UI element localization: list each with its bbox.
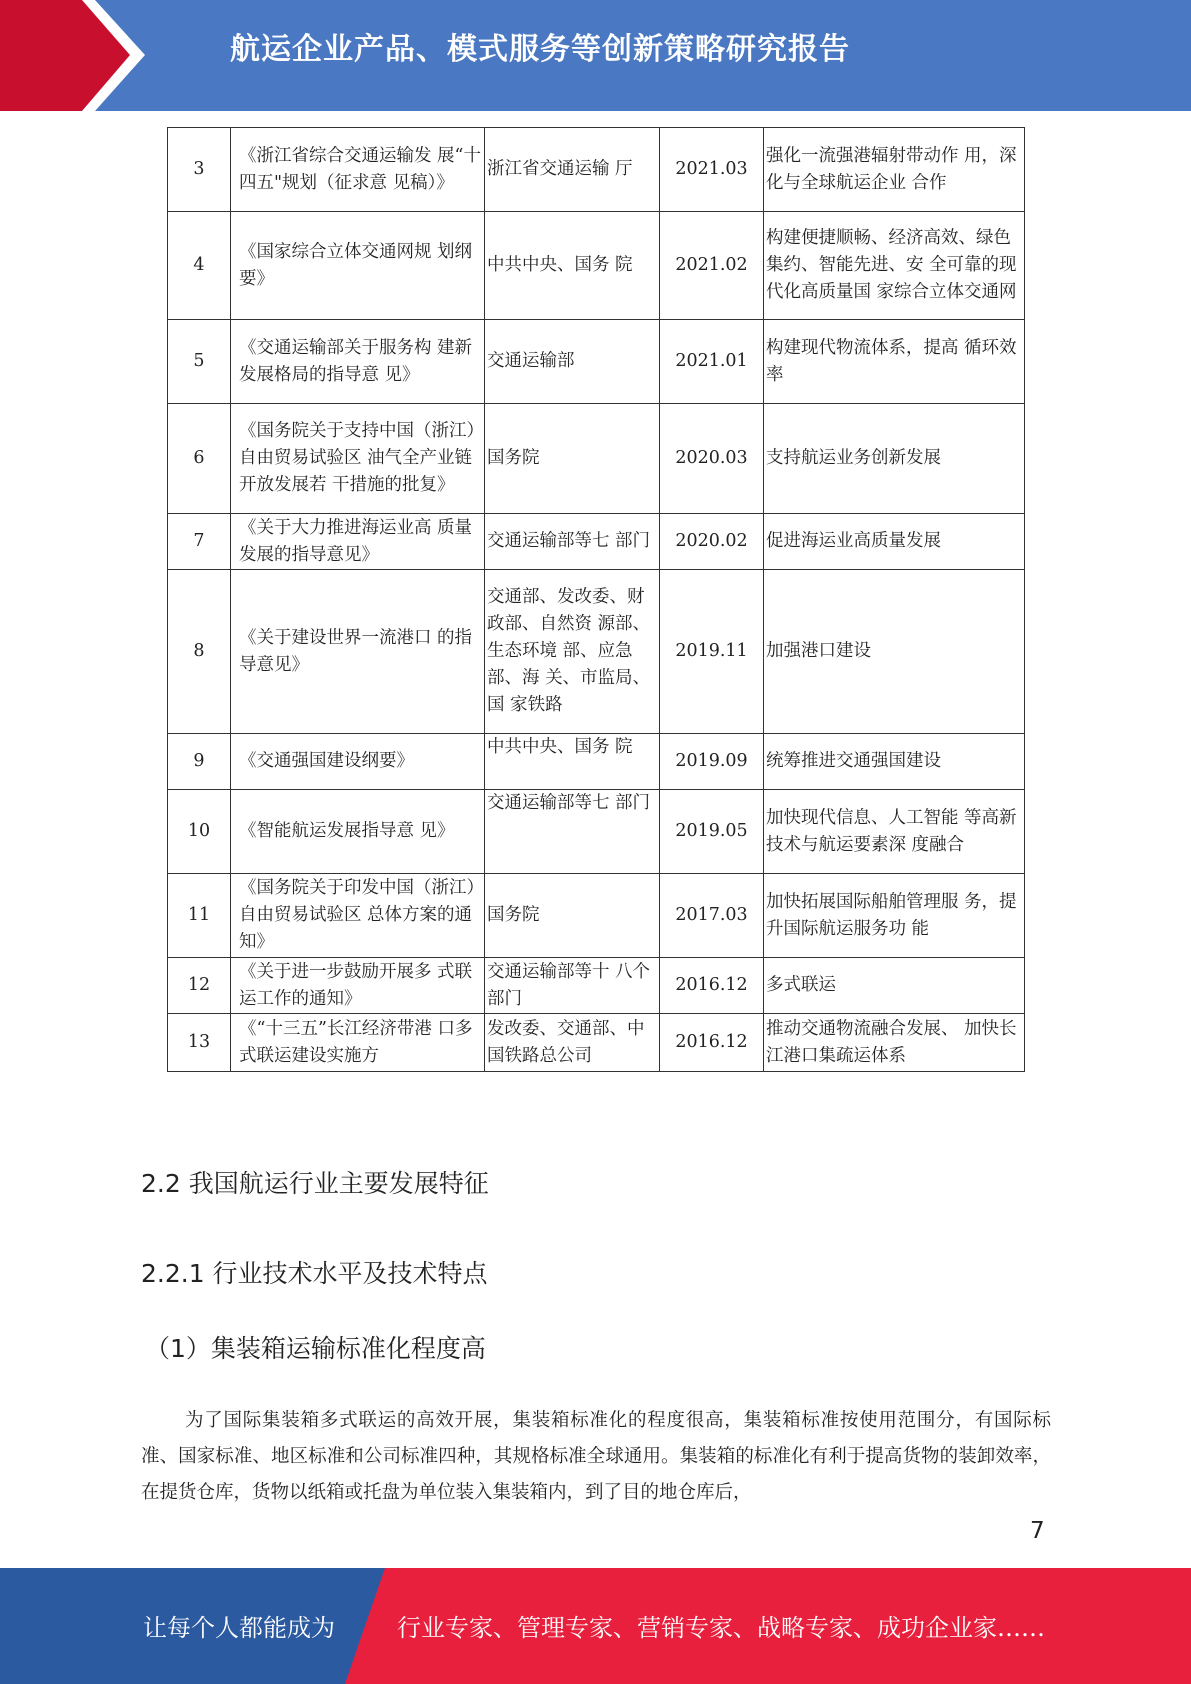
section-heading: 2.2 我国航运行业主要发展特征 xyxy=(141,1169,489,1198)
row-number: 11 xyxy=(168,874,231,958)
policy-summary: 多式联运 xyxy=(764,958,1025,1014)
row-number: 12 xyxy=(168,958,231,1014)
row-number: 10 xyxy=(168,790,231,874)
policy-table xyxy=(167,127,1025,1072)
policy-title: 《国务院关于支持中国（浙江）自由贸易试验区 油气全产业链开放发展若 干措施的批复》 xyxy=(231,404,485,514)
issuing-department: 交通部、发改委、财政部、自然资 源部、生态环境 部、应急部、海 关、市监局、国 家铁路 xyxy=(485,570,660,734)
policy-summary: 构建便捷顺畅、经济高效、绿色集约、智能先进、安 全可靠的现代化高质量国 家综合立体交通网 xyxy=(764,212,1025,320)
issuing-department: 交通运输部等十 八个部门 xyxy=(485,958,660,1014)
table-row xyxy=(168,320,1025,404)
row-number: 6 xyxy=(168,404,231,514)
policy-summary: 加快拓展国际船舶管理服 务，提升国际航运服务功 能 xyxy=(764,874,1025,958)
subsection-heading: 2.2.1 行业技术水平及技术特点 xyxy=(141,1259,488,1288)
issuing-department: 国务院 xyxy=(485,404,660,514)
policy-title: 《国务院关于印发中国（浙江）自由贸易试验区 总体方案的通知》 xyxy=(231,874,485,958)
issue-date: 2019.11 xyxy=(660,570,764,734)
policy-summary: 加强港口建设 xyxy=(764,570,1025,734)
issue-date: 2020.02 xyxy=(660,514,764,570)
row-number: 13 xyxy=(168,1014,231,1072)
row-number: 5 xyxy=(168,320,231,404)
table-row xyxy=(168,404,1025,514)
page-number: 7 xyxy=(1030,1518,1045,1544)
table-row xyxy=(168,128,1025,212)
table-row xyxy=(168,958,1025,1014)
issue-date: 2016.12 xyxy=(660,1014,764,1072)
policy-summary: 加快现代信息、人工智能 等高新技术与航运要素深 度融合 xyxy=(764,790,1025,874)
issuing-department: 浙江省交通运输 厅 xyxy=(485,128,660,212)
header-arrow-decoration xyxy=(0,0,145,111)
policy-title: 《浙江省综合交通运输发 展“十四五"规划（征求意 见稿）》 xyxy=(231,128,485,212)
policy-title: 《“十三五”长江经济带港 口多式联运建设实施方 xyxy=(231,1014,485,1072)
row-number: 3 xyxy=(168,128,231,212)
body-paragraph: 为了国际集装箱多式联运的高效开展，集装箱标准化的程度很高，集装箱标准按使用范围分，有国际标准、国家标准、地区标准和公司标准四种，其规格标准全球通用。集装箱的标准化有利于提高货物的装卸效率，在提货仓库，货物以纸箱或托盘为单位装入集装箱内，到了目的地仓库后， xyxy=(141,1410,1051,1503)
table-row xyxy=(168,570,1025,734)
table-row xyxy=(168,1014,1025,1072)
policy-summary: 支持航运业务创新发展 xyxy=(764,404,1025,514)
row-number: 9 xyxy=(168,734,231,790)
issue-date: 2021.03 xyxy=(660,128,764,212)
issuing-department: 中共中央、国务 院 xyxy=(485,734,660,790)
issuing-department: 中共中央、国务 院 xyxy=(485,212,660,320)
row-number: 8 xyxy=(168,570,231,734)
issue-date: 2021.02 xyxy=(660,212,764,320)
policy-summary: 统筹推进交通强国建设 xyxy=(764,734,1025,790)
footer-slogan-right: 行业专家、管理专家、营销专家、战略专家、成功企业家…… xyxy=(397,1614,1045,1642)
footer-slogan-left: 让每个人都能成为 xyxy=(143,1614,335,1642)
table-row xyxy=(168,790,1025,874)
issue-date: 2017.03 xyxy=(660,874,764,958)
issue-date: 2020.03 xyxy=(660,404,764,514)
issue-date: 2016.12 xyxy=(660,958,764,1014)
issuing-department: 交通运输部等七 部门 xyxy=(485,514,660,570)
policy-title: 《交通运输部关于服务构 建新发展格局的指导意 见》 xyxy=(231,320,485,404)
issue-date: 2021.01 xyxy=(660,320,764,404)
policy-summary: 构建现代物流体系，提高 循环效率 xyxy=(764,320,1025,404)
policy-title: 《国家综合立体交通网规 划纲要》 xyxy=(231,212,485,320)
policy-summary: 强化一流强港辐射带动作 用，深化与全球航运企业 合作 xyxy=(764,128,1025,212)
report-title: 航运企业产品、模式服务等创新策略研究报告 xyxy=(230,32,850,67)
policy-title: 《关于进一步鼓励开展多 式联运工作的通知》 xyxy=(231,958,485,1014)
table-row xyxy=(168,514,1025,570)
issue-date: 2019.05 xyxy=(660,790,764,874)
subsubsection-heading: （1）集装箱运输标准化程度高 xyxy=(145,1334,486,1363)
table-row xyxy=(168,734,1025,790)
issuing-department: 交通运输部 xyxy=(485,320,660,404)
policy-summary: 推动交通物流融合发展、 加快长江港口集疏运体系 xyxy=(764,1014,1025,1072)
policy-summary: 促进海运业高质量发展 xyxy=(764,514,1025,570)
page-header xyxy=(0,0,1191,111)
issuing-department: 发改委、交通部、中国铁路总公司 xyxy=(485,1014,660,1072)
policy-title: 《交通强国建设纲要》 xyxy=(231,734,485,790)
table-row xyxy=(168,874,1025,958)
policy-title: 《智能航运发展指导意 见》 xyxy=(231,790,485,874)
row-number: 4 xyxy=(168,212,231,320)
table-row xyxy=(168,212,1025,320)
issuing-department: 国务院 xyxy=(485,874,660,958)
row-number: 7 xyxy=(168,514,231,570)
issuing-department: 交通运输部等七 部门 xyxy=(485,790,660,874)
policy-title: 《关于建设世界一流港口 的指导意见》 xyxy=(231,570,485,734)
issue-date: 2019.09 xyxy=(660,734,764,790)
policy-title: 《关于大力推进海运业高 质量发展的指导意见》 xyxy=(231,514,485,570)
page-footer xyxy=(0,1568,1191,1684)
